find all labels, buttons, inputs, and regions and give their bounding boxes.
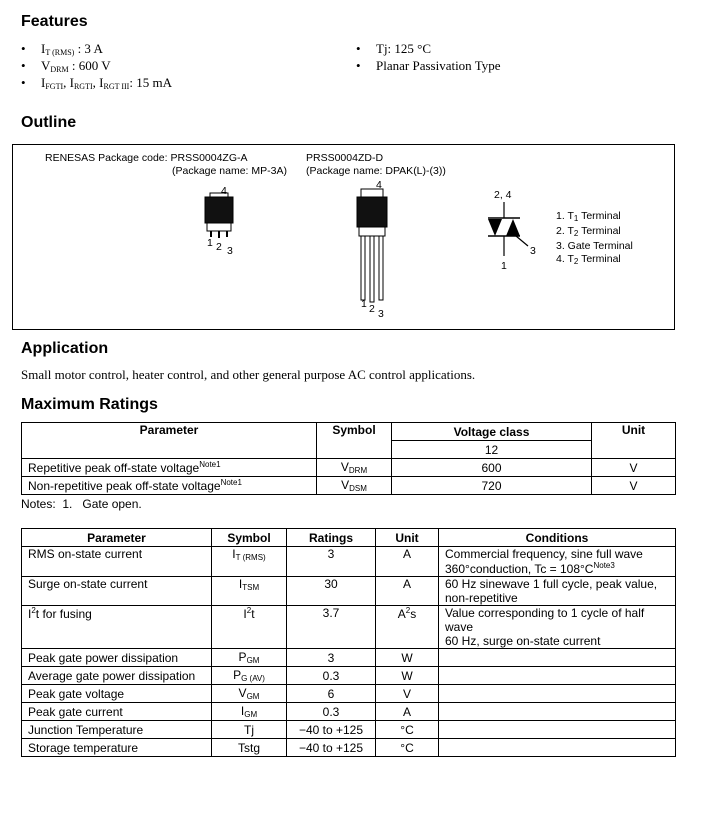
pkg1-pin1: 1 (207, 237, 213, 249)
rt-header-conditions: Conditions (439, 529, 676, 547)
pkg2-name: (Package name: DPAK(L)-(3)) (306, 165, 446, 177)
triac-top-label: 2, 4 (494, 189, 512, 201)
feature-it-rms: • $I_{T (RMS)}$ : 3 A (21, 40, 172, 57)
features-right-list (356, 40, 501, 74)
rt-header-ratings: Ratings (287, 529, 376, 547)
table-row: $I^2t$ for fusing $I^2t$ 3.7 $A^2s$ Value corresponding to 1 cycle of half wave 60 Hz, surge on-state current (22, 606, 676, 649)
vt-header-parameter: Parameter (22, 423, 317, 459)
pkg2-pin3: 3 (378, 308, 384, 320)
table-row: Storage temperature Tstg −40 to +125 °C (22, 739, 676, 757)
terminal-1: 1. $T_1$ Terminal (556, 210, 621, 223)
voltage-ratings-table (21, 422, 676, 495)
application-text: Small motor control, heater control, and other general purpose AC control applications. (21, 367, 476, 382)
features-left-list (21, 40, 172, 91)
feature-planar: • Planar Passivation Type (356, 57, 501, 74)
max-ratings-heading: Maximum Ratings (21, 396, 158, 413)
feature-gate-trigger: • $I_{FGTI}$, $I_{RGTI}$, $I_{RGT III}$: 15 mA (21, 74, 172, 91)
vt-header-symbol: Symbol (317, 423, 392, 459)
table-row: Peak gate current $I_{GM}$ 0.3 A (22, 703, 676, 721)
vt-class-value: 12 (392, 441, 592, 459)
table-row: Non-repetitive peak off-state voltage$^{Note1}$ $V_{DSM}$ 720 V (22, 477, 676, 495)
pkg2-code: PRSS0004ZD-D (306, 152, 384, 164)
pkg2-pin2: 2 (369, 303, 375, 315)
rt-header-parameter: Parameter (22, 529, 212, 547)
max-ratings-notes: Notes: 1. Gate open. (21, 497, 142, 511)
pkg2-pin1: 1 (361, 298, 367, 310)
table-row: Peak gate power dissipation $P_{GM}$ 3 W (22, 649, 676, 667)
outline-heading: Outline (21, 114, 77, 131)
features-heading: Features (21, 13, 88, 30)
feature-vdrm: • $V_{DRM}$ : 600 V (21, 57, 172, 74)
rt-header-symbol: Symbol (212, 529, 287, 547)
feature-tj: • Tj: 125 °C (356, 40, 501, 57)
vt-header-unit: Unit (592, 423, 676, 459)
pkg1-code: RENESAS Package code: PRSS0004ZG-A (45, 152, 248, 164)
table-row: Junction Temperature Tj −40 to +125 °C (22, 721, 676, 739)
table-row: Repetitive peak off-state voltage$^{Note1}$ $V_{DRM}$ 600 V (22, 459, 676, 477)
package-dpak-drawing (348, 180, 398, 310)
terminal-3: 3. Gate Terminal (556, 240, 633, 252)
pkg1-pin4: 4 (221, 185, 227, 197)
triac-gate-label: 3 (530, 245, 536, 257)
rt-header-unit: Unit (376, 529, 439, 547)
terminal-4: 4. $T_2$ Terminal (556, 253, 621, 266)
table-row: Average gate power dissipation $P_{G (AV)}$ 0.3 W (22, 667, 676, 685)
terminal-2: 2. $T_2$ Terminal (556, 225, 621, 238)
triac-bottom-label: 1 (501, 260, 507, 272)
pkg2-pin4: 4 (376, 179, 382, 191)
table-row: Peak gate voltage $V_{GM}$ 6 V (22, 685, 676, 703)
terminal-list (556, 210, 633, 268)
pkg1-name: (Package name: MP-3A) (172, 165, 287, 177)
pkg1-pin2: 2 (216, 241, 222, 253)
ratings-table (21, 528, 676, 757)
table-row: RMS on-state current $I_{T (RMS)}$ 3 A Commercial frequency, sine full wave 360°conduction, $Tc = 108^\circ C^{Note3}$ (22, 547, 676, 577)
vt-header-voltage-class: Voltage class (392, 423, 592, 441)
table-row: Surge on-state current $I_{TSM}$ 30 A 60 Hz sinewave 1 full cycle, peak value, non-repetitive (22, 577, 676, 606)
application-heading: Application (21, 340, 109, 357)
pkg1-pin3: 3 (227, 245, 233, 257)
